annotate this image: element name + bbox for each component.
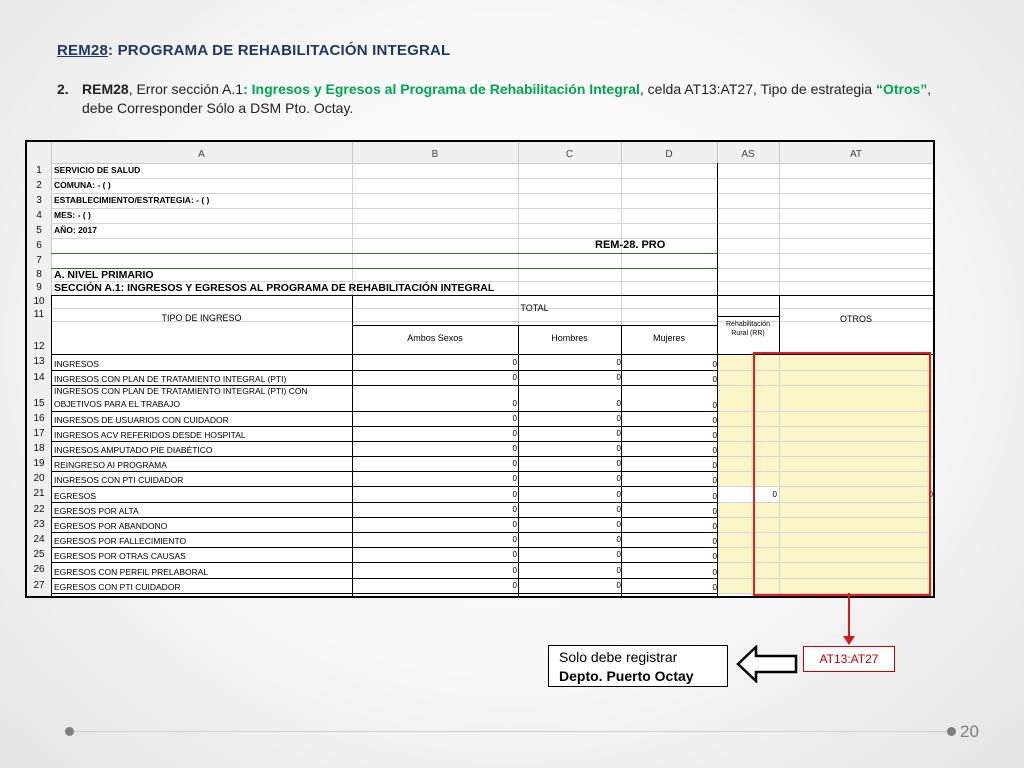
nav-dot-right	[947, 727, 956, 736]
row-label-26: EGRESOS CON PERFIL PRELABORAL	[54, 567, 209, 577]
point-text-3: , debe Corresponder Sólo a DSM Pto. Octay.	[82, 81, 932, 116]
row-header-25: 25	[33, 549, 45, 560]
header-total-line	[352, 325, 717, 326]
row-header-26: 26	[33, 564, 45, 575]
row-label-19: REINGRESO AI PROGRAMA	[54, 460, 167, 470]
cell-d-19: 0	[712, 461, 717, 470]
row-border	[51, 370, 717, 371]
column-header-c: C	[518, 142, 622, 163]
cell-c-17: 0	[616, 429, 621, 438]
column-header-at: AT	[849, 149, 863, 160]
cell-b-13: 0	[512, 358, 517, 367]
row-header-23: 23	[33, 519, 45, 530]
cell-as-val-21: 0	[772, 490, 777, 499]
row-label-25: EGRESOS POR OTRAS CAUSAS	[54, 551, 186, 561]
row-header-12: 12	[33, 341, 45, 352]
range-callout: AT13:AT27	[803, 646, 895, 672]
row-border	[51, 547, 717, 548]
cell-b-23: 0	[512, 520, 517, 529]
page-number: 20	[960, 722, 979, 741]
row-border	[51, 426, 717, 427]
meta-servicio: SERVICIO DE SALUD	[54, 165, 141, 175]
nav-dot-left	[65, 727, 74, 736]
meta-comuna: COMUNA: - ( )	[54, 180, 111, 190]
row-border	[51, 517, 717, 518]
cell-b-22: 0	[512, 505, 517, 514]
cell-c-13: 0	[616, 358, 621, 367]
row-border	[51, 502, 717, 503]
cell-d-22: 0	[712, 507, 717, 516]
column-header-bar	[27, 142, 933, 164]
header-d-divider	[621, 325, 622, 354]
row-header-16: 16	[33, 413, 45, 424]
row-header-7: 7	[36, 255, 42, 266]
header-tipo-ingreso: TIPO DE INGRESO	[161, 313, 242, 323]
row-header-14: 14	[33, 372, 45, 383]
section-title: SECCIÓN A.1: INGRESOS Y EGRESOS AL PROGRAMA DE REHABILITACIÓN INTEGRAL	[54, 282, 495, 294]
header-hombres: Hombres	[551, 333, 588, 343]
row-border	[51, 532, 717, 533]
cell-d-15: 0	[712, 401, 717, 410]
body-col-border	[518, 354, 519, 596]
header-as-top	[717, 316, 779, 317]
cell-c-23: 0	[616, 520, 621, 529]
cell-d-13: 0	[712, 360, 717, 369]
row-label-14: INGRESOS CON PLAN DE TRATAMIENTO INTEGRAL (PTI)	[54, 374, 287, 384]
header-total: TOTAL	[520, 303, 549, 313]
cell-c-27: 0	[616, 581, 621, 590]
header-rehab-rural: Rehabilitación Rural (RR)	[726, 321, 770, 337]
cell-c-19: 0	[616, 459, 621, 468]
row-header-15: 15	[33, 398, 45, 409]
header-c-divider	[518, 325, 519, 354]
cell-c-15: 0	[616, 399, 621, 408]
error-description	[57, 80, 957, 118]
row-header-1: 1	[36, 165, 42, 176]
row-header-17: 17	[33, 428, 45, 439]
row-border	[51, 411, 717, 412]
row-label-18: INGRESOS AMPUTADO PIE DIABÉTICO	[54, 445, 213, 455]
point-number: 2.	[57, 81, 69, 97]
column-header-d: D	[621, 142, 718, 163]
row-border	[51, 456, 717, 457]
body-col-border	[621, 354, 622, 596]
row-header-9: 9	[36, 282, 42, 293]
cell-c-20: 0	[616, 474, 621, 483]
point-strategy: “Otros”	[875, 81, 928, 97]
row-header-10: 10	[33, 296, 45, 307]
point-text-2: , celda AT13:AT27, Tipo de estrategia	[639, 81, 876, 97]
cell-c-25: 0	[616, 550, 621, 559]
row-label-27: EGRESOS CON PTI CUIDADOR	[54, 582, 181, 592]
cell-b-14: 0	[512, 373, 517, 382]
row-header-22: 22	[33, 504, 45, 515]
cell-b-25: 0	[512, 550, 517, 559]
point-text-1: , Error sección A.1	[128, 81, 244, 97]
cell-c-22: 0	[616, 505, 621, 514]
cell-c-16: 0	[616, 414, 621, 423]
slide-title	[57, 42, 450, 59]
row-header-bar	[27, 163, 52, 596]
header-top-border	[51, 295, 933, 296]
cell-c-26: 0	[616, 566, 621, 575]
column-header-as: AS	[717, 142, 780, 163]
cell-c-14: 0	[616, 373, 621, 382]
row-label-16: INGRESOS DE USUARIOS CON CUIDADOR	[54, 415, 229, 425]
row-border	[51, 593, 717, 594]
gridline-row	[51, 178, 933, 179]
row-label-17: INGRESOS ACV REFERIDOS DESDE HOSPITAL	[54, 430, 246, 440]
header-otros: OTROS	[839, 314, 872, 324]
highlight-range-box	[753, 352, 931, 596]
row-border	[51, 562, 717, 563]
row-border	[51, 441, 717, 442]
header-mujeres: Mujeres	[652, 333, 685, 343]
note-callout	[548, 645, 728, 687]
footer-line	[70, 731, 952, 732]
row-border	[51, 471, 717, 472]
row-header-4: 4	[36, 210, 42, 221]
cell-b-21: 0	[512, 490, 517, 499]
cell-d-26: 0	[712, 568, 717, 577]
meta-mes: MES: - ( )	[54, 210, 91, 220]
cell-c-24: 0	[616, 535, 621, 544]
row-label-21: EGRESOS	[54, 491, 97, 501]
cell-d-14: 0	[712, 375, 717, 384]
header-divider-as	[779, 295, 780, 354]
row-header-27: 27	[33, 580, 45, 591]
row-header-19: 19	[33, 458, 45, 469]
gridline-row	[51, 193, 933, 194]
row-label-23: EGRESOS POR ABANDONO	[54, 521, 168, 531]
cell-d-21: 0	[712, 492, 717, 501]
row-header-11: 11	[33, 309, 45, 320]
row-header-3: 3	[36, 195, 42, 206]
row-header-2: 2	[36, 180, 42, 191]
section-nivel: A. NIVEL PRIMARIO	[54, 269, 154, 281]
cell-b-26: 0	[512, 566, 517, 575]
cell-b-17: 0	[512, 429, 517, 438]
row-header-13: 13	[33, 356, 45, 367]
pointer-arrow-head	[843, 636, 855, 645]
cell-d-27: 0	[712, 583, 717, 592]
header-ambos: Ambos Sexos	[407, 333, 463, 343]
row-header-20: 20	[33, 473, 45, 484]
row-header-5: 5	[36, 225, 42, 236]
meta-anio: AÑO: 2017	[54, 225, 97, 235]
cell-c-21: 0	[616, 490, 621, 499]
cell-d-16: 0	[712, 416, 717, 425]
cell-b-27: 0	[512, 581, 517, 590]
row-label-20: INGRESOS CON PTI CUIDADOR	[54, 475, 184, 485]
body-top-border	[51, 354, 717, 355]
note-line-1: Solo debe registrar	[559, 649, 678, 665]
meta-establecimiento: ESTABLECIMIENTO/ESTRATEGIA: - ( )	[54, 195, 210, 205]
cell-d-17: 0	[712, 431, 717, 440]
cell-at-val-21: 0	[928, 490, 933, 499]
title-code: REM28	[57, 42, 109, 59]
row-header-6: 6	[36, 240, 42, 251]
row-header-21: 21	[33, 488, 45, 499]
point-code: REM28	[82, 81, 129, 97]
gridline-row	[51, 238, 933, 239]
column-header-a: A	[51, 142, 353, 163]
title-text: : PROGRAMA DE REHABILITACIÓN INTEGRAL	[108, 42, 451, 59]
cell-d-23: 0	[712, 522, 717, 531]
cell-b-16: 0	[512, 414, 517, 423]
body-left-border	[51, 295, 52, 596]
row-border	[51, 578, 717, 579]
rem-title: REM-28. PRO	[595, 239, 666, 251]
cell-b-15: 0	[512, 399, 517, 408]
row7-select	[51, 253, 717, 254]
column-header-b: B	[352, 142, 519, 163]
point-section-name: : Ingresos y Egresos al Programa de Rehabilitación Integral	[243, 81, 640, 97]
row-label-13: INGRESOS	[54, 359, 99, 369]
cell-d-25: 0	[712, 552, 717, 561]
cell-b-24: 0	[512, 535, 517, 544]
row-label-24: EGRESOS POR FALLECIMIENTO	[54, 536, 187, 546]
cell-d-18: 0	[712, 446, 717, 455]
cell-b-20: 0	[512, 474, 517, 483]
cell-b-19: 0	[512, 459, 517, 468]
corner-cell	[27, 142, 52, 163]
left-arrow-icon	[736, 645, 798, 683]
row-header-18: 18	[33, 443, 45, 454]
gridline-row	[51, 223, 933, 224]
pointer-line	[848, 593, 850, 641]
gridline-row	[51, 208, 933, 209]
row-header-24: 24	[33, 534, 45, 545]
body-col-border	[352, 354, 353, 596]
row-border	[51, 486, 717, 487]
row-label-22: EGRESOS POR ALTA	[54, 506, 139, 516]
row-label-15: INGRESOS CON PLAN DE TRATAMIENTO INTEGRAL (PTI) CON	[54, 386, 308, 396]
cell-c-18: 0	[616, 444, 621, 453]
cell-d-24: 0	[712, 537, 717, 546]
note-line-2: Depto. Puerto Octay	[559, 668, 694, 684]
cell-b-18: 0	[512, 444, 517, 453]
cell-d-20: 0	[712, 476, 717, 485]
row-label2-15: OBJETIVOS PARA EL TRABAJO	[54, 399, 180, 409]
row-header-8: 8	[36, 269, 42, 280]
